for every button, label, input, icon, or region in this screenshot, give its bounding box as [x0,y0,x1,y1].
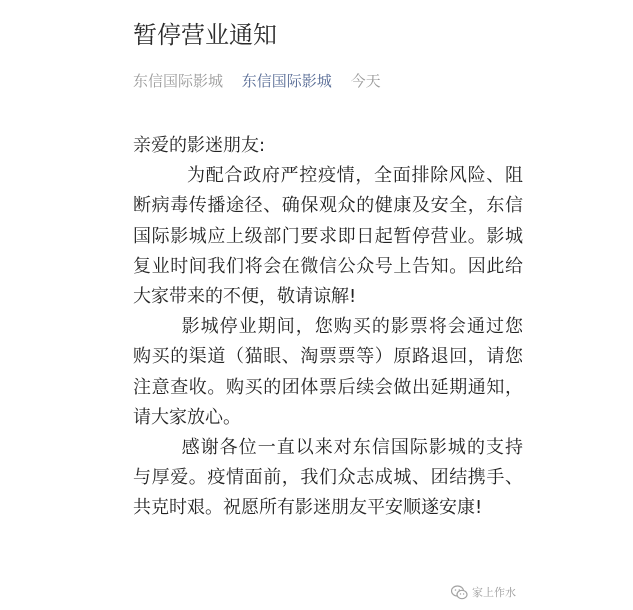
wechat-icon [451,585,468,600]
paragraph-2: 影城停业期间，您购买的影票将会通过您购买的渠道（猫眼、淘票票等）原路退回，请您注意查收。购买的团体票后续会做出延期通知，请大家放心。 [133,316,523,428]
publish-time: 今天 [350,72,381,90]
article-meta [133,69,395,93]
article-content [133,131,523,524]
account-link[interactable]: 东信国际影城 [241,72,332,90]
greeting: 亲爱的影迷朋友: [133,135,266,156]
author-name: 东信国际影城 [133,72,224,90]
watermark-text: 家上作水 [472,586,516,599]
paragraph-1: 为配合政府严控疫情，全面排除风险、阻断病毒传播途径、确保观众的健康及安全，东信国际影城应上级部门要求即日起暂停营业。影城复业时间我们将会在微信公众号上告知。因此给大家带来的不便，敬请谅解! [133,165,523,308]
watermark [451,583,516,601]
paragraph-3: 感谢各位一直以来对东信国际影城的支持与厚爱。疫情面前，我们众志成城、团结携手、共克时艰。祝愿所有影迷朋友平安顺遂安康! [133,437,523,519]
article-title: 暂停营业通知 [133,21,277,49]
